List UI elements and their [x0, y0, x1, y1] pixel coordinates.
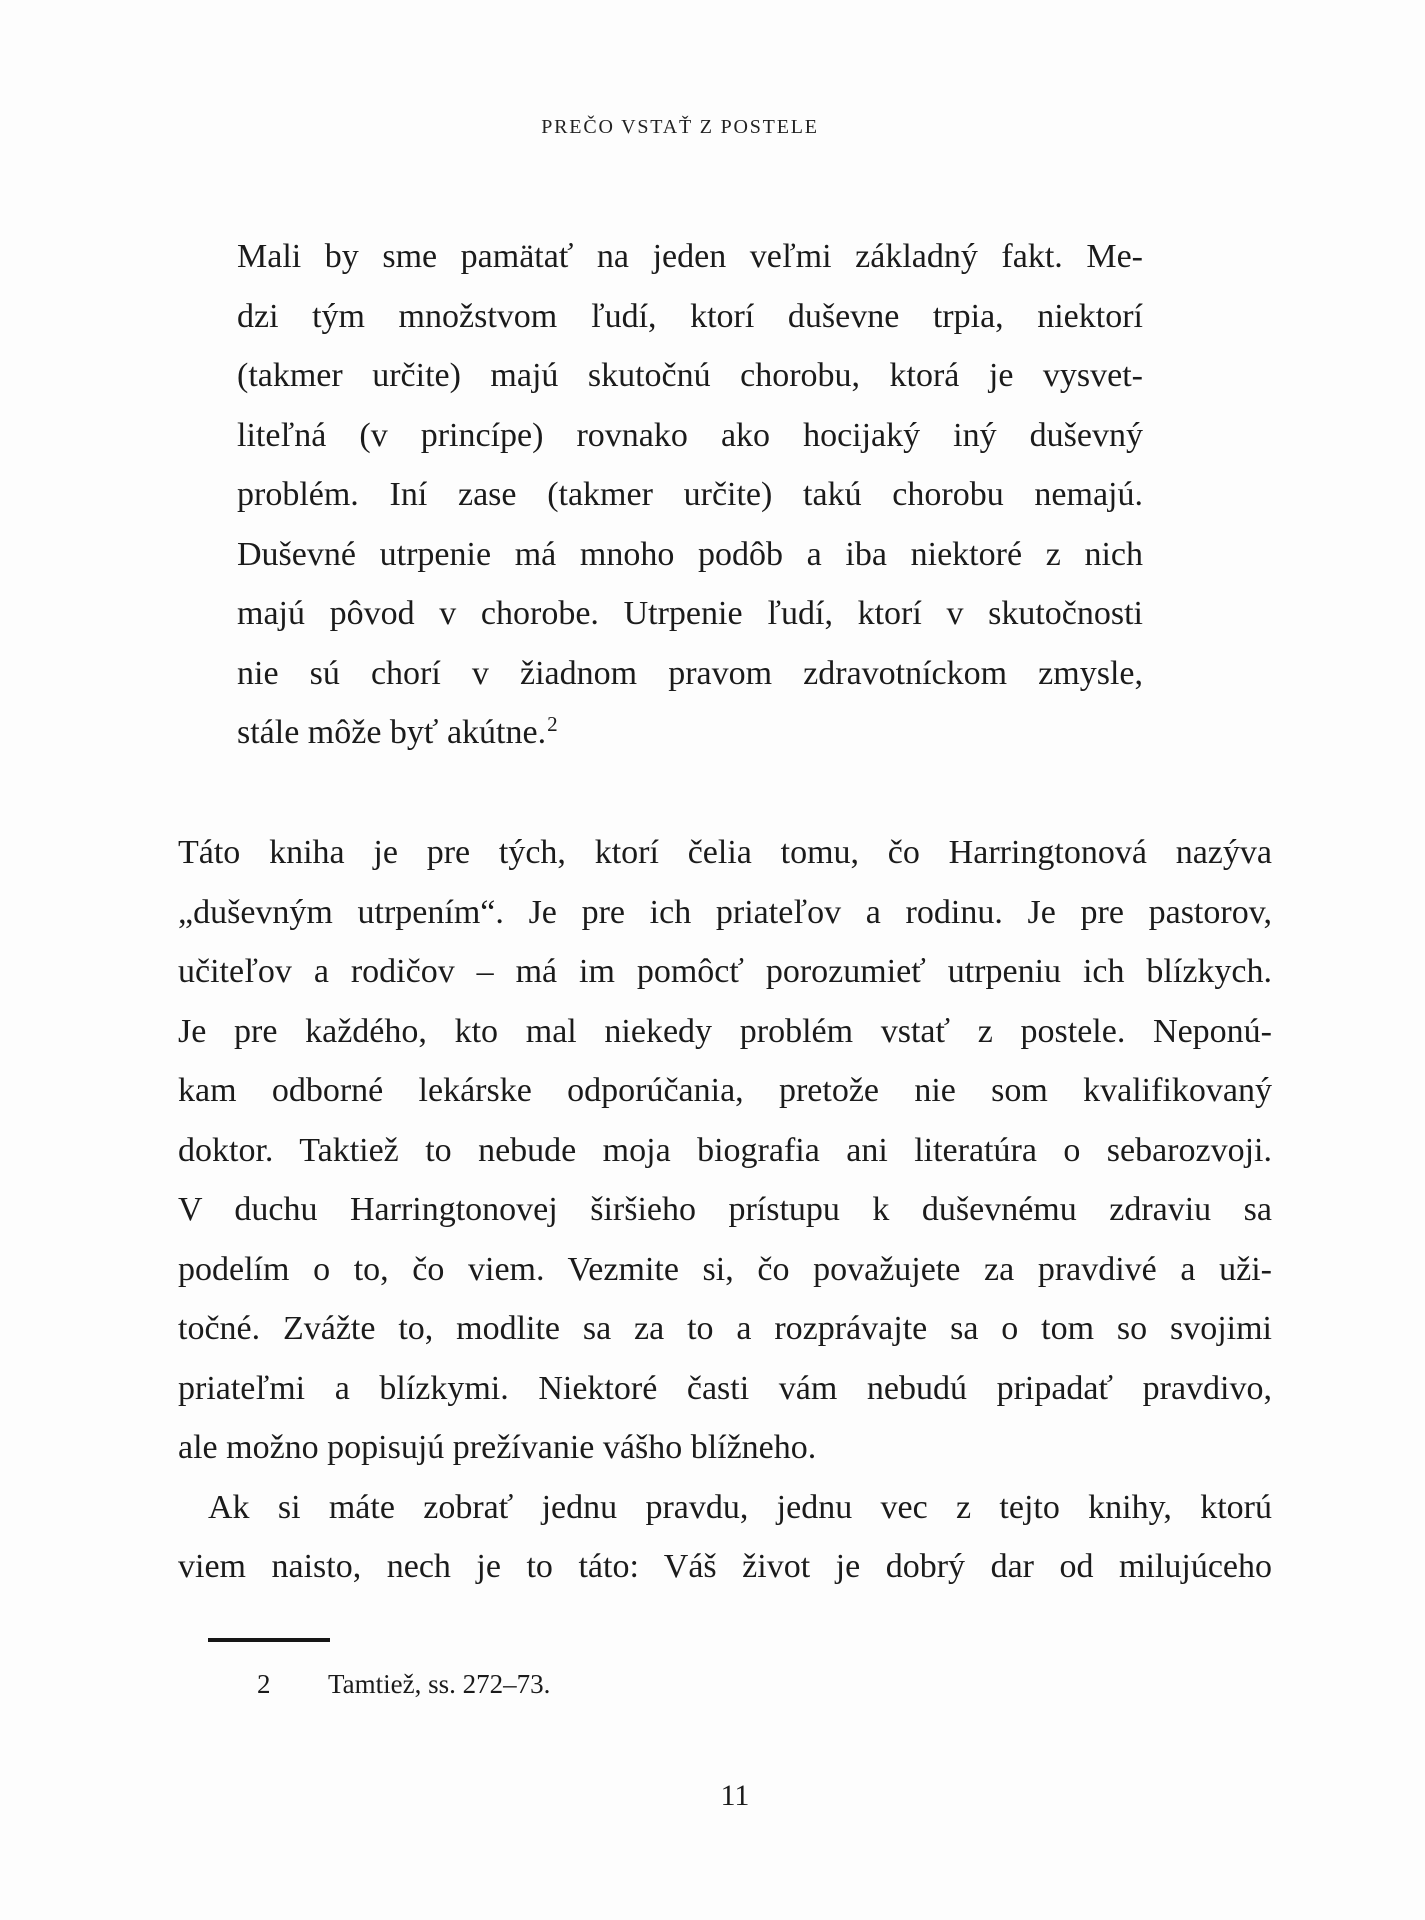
quote-line: majú pôvod v chorobe. Utrpenie ľudí, ktorí v skutočnosti [237, 595, 1143, 632]
quote-line: Duševné utrpenie má mnoho podôb a iba niektoré z nich [237, 535, 1143, 573]
body-line: priateľmi a blízkymi. Niektoré časti vám nebudú pripadať pravdivo, [178, 1369, 1272, 1407]
body-line: Táto kniha je pre tých, ktorí čelia tomu, čo Harringtonová nazýva [178, 834, 1272, 871]
body-line: doktor. Taktiež to nebude moja biografia ani literatúra o sebarozvoji. [178, 1131, 1272, 1169]
quote-line: (takmer určite) majú skutočnú chorobu, ktorá je vysvet- [237, 357, 1143, 394]
body-line: podelím o to, čo viem. Vezmite si, čo považujete za pravdivé a uži- [178, 1250, 1272, 1288]
body-line: ale možno popisujú prežívanie vášho blížneho. [178, 1429, 817, 1466]
footnote-text: Tamtiež, ss. 272–73. [328, 1669, 551, 1699]
quote-line: Mali by sme pamätať na jeden veľmi základný fakt. Me- [237, 238, 1143, 275]
quote-line: liteľná (v princípe) rovnako ako hocijaký iný duševný [237, 416, 1143, 454]
quote-line: dzi tým množstvom ľudí, ktorí duševne trpia, niektorí [237, 297, 1143, 335]
quote-line-text: stále môže byť akútne. [237, 714, 547, 751]
body-line: „duševným utrpením“. Je pre ich priateľov a rodinu. Je pre pastorov, [178, 893, 1272, 931]
quote-line [237, 703, 1143, 763]
footnote-number: 2 [257, 1669, 271, 1699]
body-line: kam odborné lekárske odporúčania, pretože nie som kvalifikovaný [178, 1072, 1272, 1109]
block-quote [237, 227, 1143, 763]
body-line: viem naisto, nech je to táto: Váš život je dobrý dar od milujúceho [178, 1548, 1272, 1585]
body-line: učiteľov a rodičov – má im pomôcť porozumieť utrpeniu ich blízkych. [178, 953, 1272, 990]
footnote-reference: 2 [547, 711, 558, 736]
quote-line: nie sú chorí v žiadnom pravom zdravotníckom zmysle, [237, 654, 1143, 692]
quote-line: problém. Iní zase (takmer určite) takú chorobu nemajú. [237, 476, 1143, 513]
body-line: Je pre každého, kto mal niekedy problém vstať z postele. Neponú- [178, 1012, 1272, 1050]
page-number: 11 [720, 1779, 750, 1812]
body-line: točné. Zvážte to, modlite sa za to a rozprávajte sa o tom so svojimi [178, 1310, 1272, 1347]
running-header: PREČO VSTAŤ Z POSTELE [541, 116, 819, 138]
body-line: Ak si máte zobrať jednu pravdu, jednu vec z tejto knihy, ktorú [208, 1488, 1272, 1526]
footnote [257, 1664, 1057, 1704]
footnote-separator [208, 1638, 330, 1642]
body-line: V duchu Harringtonovej širšieho prístupu k duševnému zdraviu sa [178, 1191, 1272, 1228]
body-text [178, 823, 1272, 1597]
